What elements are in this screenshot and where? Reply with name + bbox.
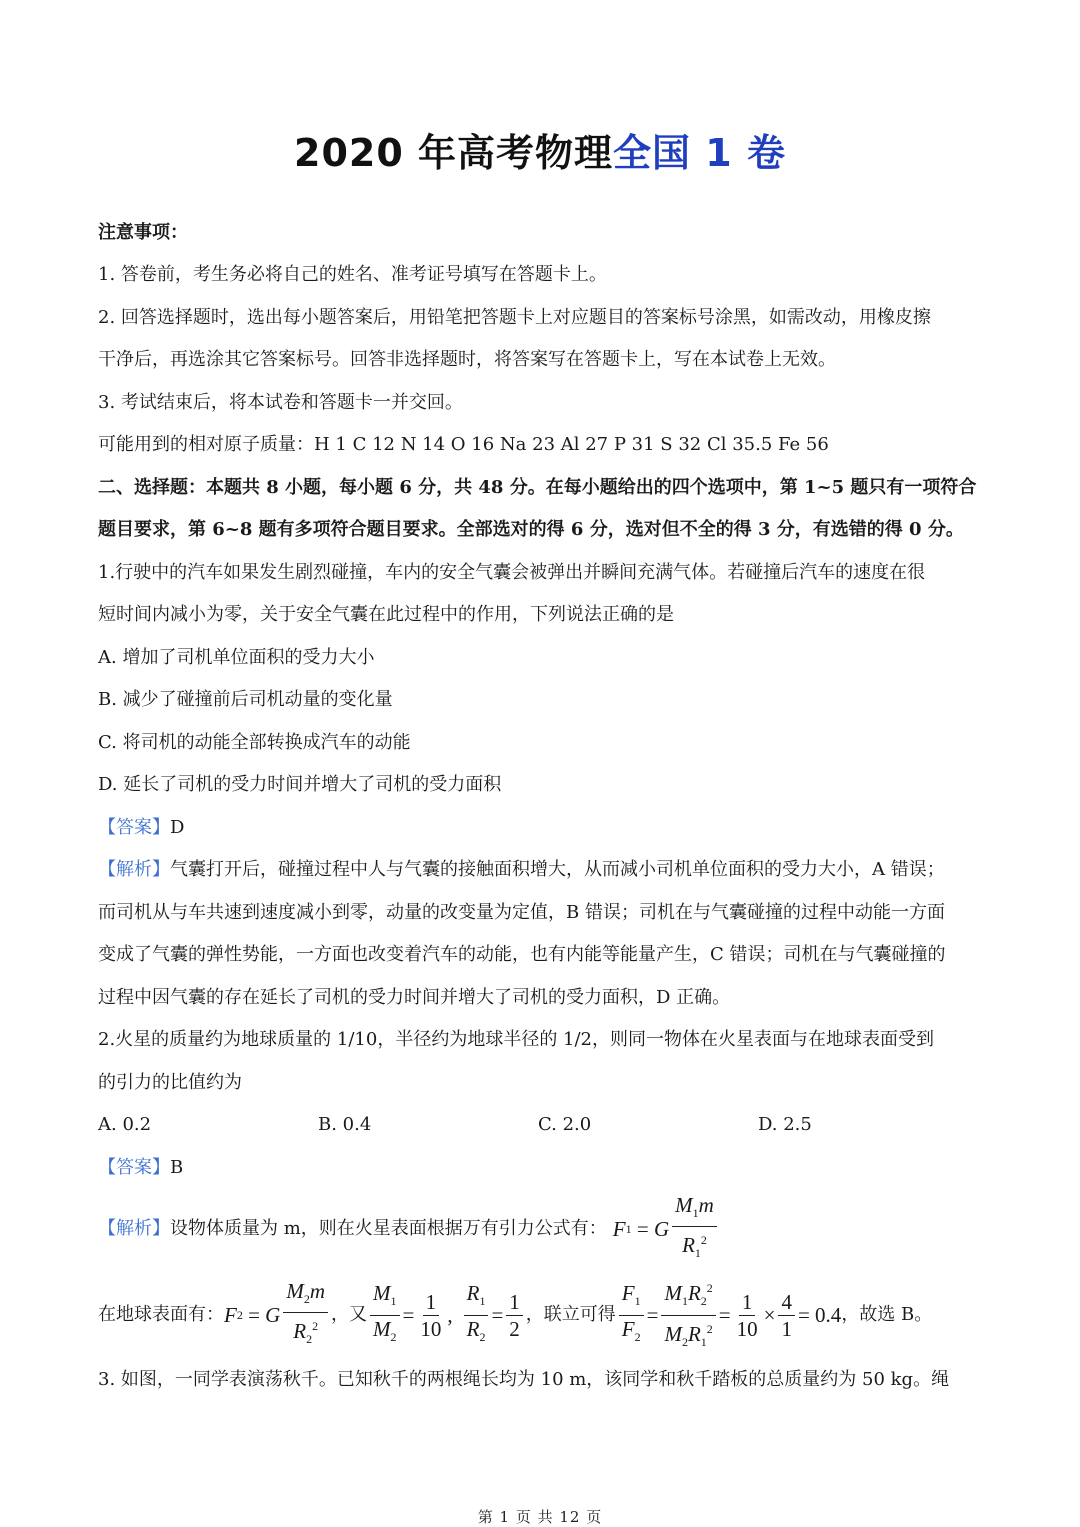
formula-force-ratio: $\frac{F_1}{F_2}$ = $\frac{M_1R_2^2}{M_2R_1^2}$ = $\frac{1}{10}$ × $\frac{4}{1}$ = 0.4	[616, 1276, 842, 1353]
q1-option-c: C. 将司机的动能全部转换成汽车的动能	[98, 732, 411, 753]
q2-answer	[98, 1154, 984, 1182]
answer-tag: 【答案】	[98, 817, 170, 838]
answer-value: B	[170, 1157, 184, 1178]
formula-mass-ratio: $\frac{M_1}{M_2}$ = $\frac{1}{10}$ ,	[367, 1281, 453, 1348]
q1-stem-cont: 短时间内减小为零，关于安全气囊在此过程中的作用，下列说法正确的是	[98, 604, 674, 625]
analysis-tag: 【解析】	[98, 859, 170, 880]
q1-option-a: A. 增加了司机单位面积的受力大小	[98, 647, 375, 668]
note-item: 1. 答卷前，考生务必将自己的姓名、准考证号填写在答题卡上。	[98, 264, 607, 285]
q1-analysis-line: 而司机从与车共速到速度减小到零，动量的改变量为定值，B 错误；司机在与气囊碰撞的过程中动能一方面	[98, 902, 945, 923]
q1-option-d: D. 延长了司机的受力时间并增大了司机的受力面积	[98, 774, 502, 795]
q1-answer	[98, 814, 984, 842]
notes-heading: 注意事项：	[98, 222, 188, 243]
note-item: 2. 回答选择题时，选出每小题答案后，用铅笔把答题卡上对应题目的答案标号涂黑，如需改动，用橡皮擦	[98, 307, 931, 328]
q2-option-a: A. 0.2	[98, 1114, 152, 1135]
q1-option-b: B. 减少了碰撞前后司机动量的变化量	[98, 689, 393, 710]
page-title: 2020 年高考物理全国 1 卷	[294, 131, 786, 175]
q1-stem: 1.行驶中的汽车如果发生剧烈碰撞，车内的安全气囊会被弹出并瞬间充满气体。若碰撞后汽车的速度在很	[98, 562, 926, 583]
q2-stem-cont: 的引力的比值约为	[98, 1072, 242, 1093]
q1-analysis-line: 变成了气囊的弹性势能，一方面也改变着汽车的动能，也有内能等能量产生，C 错误；司机在与气囊碰撞的	[98, 944, 946, 965]
q1-analysis: 【解析】气囊打开后，碰撞过程中人与气囊的接触面积增大，从而减小司机单位面积的受力大小，A 错误；	[98, 859, 945, 880]
section-heading-cont: 题目要求，第 6~8 题有多项符合题目要求。全部选对的得 6 分，选对但不全的得 3 分，有选错的得 0 分。	[98, 519, 964, 540]
note-item: 干净后，再选涂其它答案标号。回答非选择题时，将答案写在答题卡上，写在本试卷上无效。	[98, 349, 836, 370]
analysis-tag: 【解析】	[98, 1218, 170, 1239]
page-footer: 第 1 页 共 12 页	[477, 1508, 603, 1526]
q1-analysis-line: 过程中因气囊的存在延长了司机的受力时间并增大了司机的受力面积，D 正确。	[98, 987, 731, 1008]
answer-value: D	[170, 817, 185, 838]
q2-analysis-formulas: 在地球表面有： F 2 = G $\frac{M_2m}{R_2^2}$ ，又 $\frac{M_1}{M_2}$ = $\frac{1}{10}$ , $\frac{R_1}{R_2}$ = $\frac{1}{2}$ ，联立可得 $\frac{F_1}{F_2}$ = $\frac{M_1R_2^2}{M_2R_1^2}$ = $\frac{1}{10}$ × $\frac{4}{1}$ = 0.4 ，故选 B。	[98, 1288, 984, 1342]
note-item: 3. 考试结束后，将本试卷和答题卡一并交回。	[98, 392, 463, 413]
answer-tag: 【答案】	[98, 1157, 170, 1178]
q3-stem: 3. 如图，一同学表演荡秋千。已知秋千的两根绳长均为 10 m，该同学和秋千踏板的总质量约为 50 kg。绳	[98, 1369, 950, 1390]
formula-f1: F 1 = G $\frac{M_1m}{R_1^2}$	[613, 1193, 720, 1265]
atomic-mass-line: 可能用到的相对原子质量：H 1 C 12 N 14 O 16 Na 23 Al 27 P 31 S 32 Cl 35.5 Fe 56	[98, 434, 829, 455]
q2-analysis: 【解析】 设物体质量为 m，则在火星表面根据万有引力公式有： F 1 = G $\frac{M_1m}{R_1^2}$	[98, 1202, 984, 1256]
q2-stem: 2.火星的质量约为地球质量的 1/10，半径约为地球半径的 1/2，则同一物体在火星表面与在地球表面受到	[98, 1029, 935, 1050]
formula-f2: F 2 = G $\frac{M_2m}{R_2^2}$	[224, 1279, 331, 1351]
q2-option-c: C. 2.0	[538, 1114, 592, 1135]
q2-options	[98, 1111, 984, 1139]
section-heading: 二、选择题：本题共 8 小题，每小题 6 分，共 48 分。在每小题给出的四个选项中，第 1~5 题只有一项符合	[98, 477, 977, 498]
q2-option-b: B. 0.4	[318, 1114, 372, 1135]
formula-radius-ratio: $\frac{R_1}{R_2}$ = $\frac{1}{2}$	[461, 1281, 526, 1348]
q2-option-d: D. 2.5	[758, 1114, 812, 1135]
